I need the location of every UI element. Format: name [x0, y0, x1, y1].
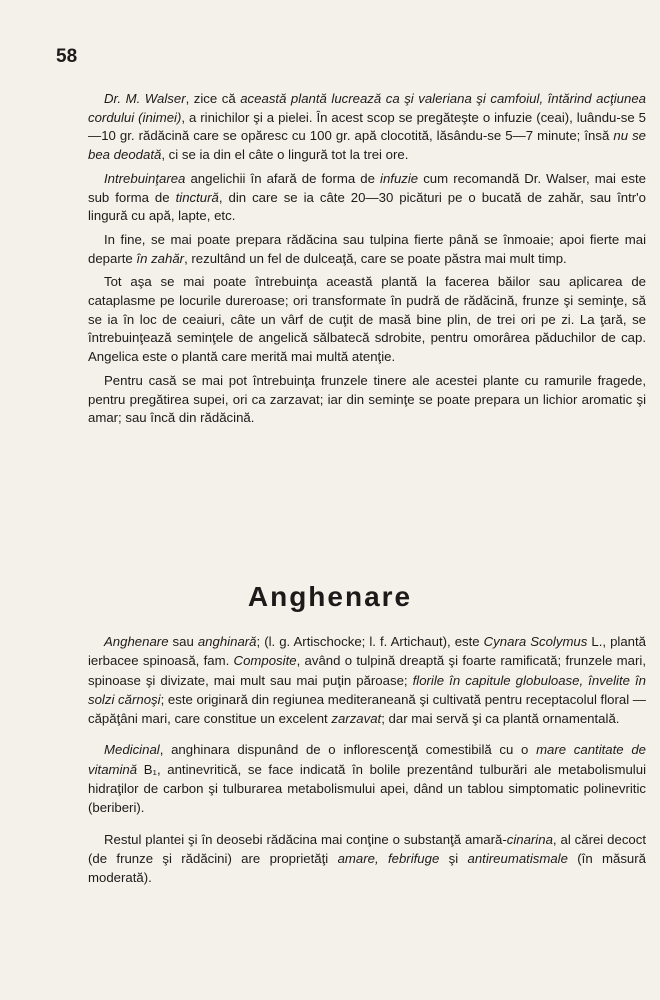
text-run: , rezultând un fel de dulceaţă, care se poate păstra mai mult timp.: [184, 250, 567, 266]
section-title: Anghenare: [247, 581, 413, 612]
italic-run: Composite: [233, 653, 297, 669]
paragraph: [88, 90, 646, 165]
paragraph: [88, 830, 646, 888]
text-run: ; (l. g. Artischocke; l. f. Artichaut), este: [256, 634, 484, 649]
italic-run: tinctură: [175, 189, 219, 205]
text-run: Pentru casă se mai pot întrebuinţa frunzele tinere ale acestei plante cu ramurile fragede, pentru pregătirea supei, ori ca zarzavat; iar din seminţe se poate prepara un lichior aromatic şi amar; sau încă din rădăcină.: [88, 372, 646, 426]
text-run: ; este originară din regiunea mediteraneană şi cultivată pentru receptacolul floral — căpăţâni mari, care constitue un excelent: [88, 691, 646, 727]
text-run: In fine, se mai poate prepara rădăcina sau tulpina fierte până se înmoaie; apoi fierte mai departe: [88, 231, 646, 266]
italic-run: Dr. M. Walser: [104, 91, 186, 106]
italic-run: antireumatismale: [467, 850, 568, 866]
italic-run: Intrebuinţarea: [104, 170, 186, 186]
text-run: Tot aşa se mai poate întrebuinţa această plantă la facerea băilor sau aplicarea de cataplasme pe locurile dureroase; ori transformate în pudră de rădăcină, frunze şi seminţe, să se ia în loc de ceaiuri, câte un vârf de cuţit de masă bine plin, de trei ori pe zi. La ţară, se întrebuinţează seminţele de angelică sălbatecă sdrobite, pentru omorârea păduchilor de cap. Angelica este o plantă care merită mai multă atenţie.: [88, 274, 646, 365]
paragraph: [88, 273, 646, 367]
paragraph: [88, 231, 646, 268]
text-run: L., plantă ierbacee spinoasă, fam.: [88, 634, 646, 669]
italic-run: în zahăr: [136, 250, 185, 266]
text-run: Restul plantei şi în deosebi rădăcina mai conţine o substanţă amară-: [104, 831, 507, 847]
paragraph: [88, 372, 646, 428]
italic-run: Anghenare: [104, 634, 169, 649]
page-number: 58: [56, 46, 78, 67]
italic-run: cinarina: [506, 831, 553, 847]
paragraph: [88, 632, 646, 728]
text-run: ; dar mai servă şi ca plantă ornamentală.: [381, 711, 620, 727]
text-run: , având o tulpină dreaptă şi foarte ramificată; frunzele mari, spinoase şi divizate, mai mult sau mai puţin păroase;: [88, 653, 646, 688]
italic-run: anghinară: [197, 634, 257, 649]
text-run: cum recomandă Dr. Walser, mai este sub forma de: [88, 170, 646, 205]
text-run: , anghinara dispunând de o inflorescenţă comestibilă cu o: [159, 742, 537, 758]
text-run: B₁, antinevritică, se face indicată în bolile prezentând tulburări ale metabolismului hidraţilor de carbon şi tulburarea metabolismului apei, dând un tablou simptomatic polinevritic (beriberi).: [88, 761, 646, 816]
italic-run: zarzavat: [331, 711, 382, 727]
text-run: , zice că: [185, 91, 241, 106]
italic-run: nu se bea deodată: [88, 128, 646, 163]
text-run: (în măsură moderată).: [88, 850, 646, 886]
angelica-continuation-text: [88, 90, 646, 433]
anghenare-section-text: [88, 632, 646, 900]
italic-run: florile în capitule globuloase, învelite în solzi cărnoşi: [88, 672, 646, 707]
italic-run: Medicinal: [104, 742, 160, 758]
paragraph: [88, 170, 646, 226]
paragraph: [88, 740, 646, 817]
text-run: , din care se ia câte 20—30 picături pe o bucată de zahăr, sau într'o lingură cu apă, lapte, etc.: [88, 189, 646, 224]
italic-run: această plantă lucrează ca şi valeriana şi camfoiul, întărind acţiunea cordului (inimei): [88, 91, 647, 125]
text-run: şi: [439, 850, 468, 866]
italic-run: Cynara Scolymus: [483, 634, 588, 649]
text-run: , ci se ia din el câte o lingură tot la trei ore.: [161, 147, 409, 163]
text-run: sau: [168, 634, 198, 649]
text-run: angelichii în afară de forma de: [185, 170, 381, 186]
text-run: , a rinichilor şi a pielei. În acest scop se pregăteşte o infuzie (ceai), luându-se 5—10 gr. rădăcină care se opăresc cu 100 gr. apă clocotită, lăsându-se 5—7 minute; însă: [88, 109, 646, 144]
italic-run: amare, febrifuge: [337, 850, 440, 866]
text-run: , al cărei decoct (de frunze şi rădăcini) are proprietăţi: [88, 831, 647, 866]
italic-run: infuzie: [380, 170, 419, 186]
italic-run: mare cantitate de vitamină: [88, 742, 646, 777]
